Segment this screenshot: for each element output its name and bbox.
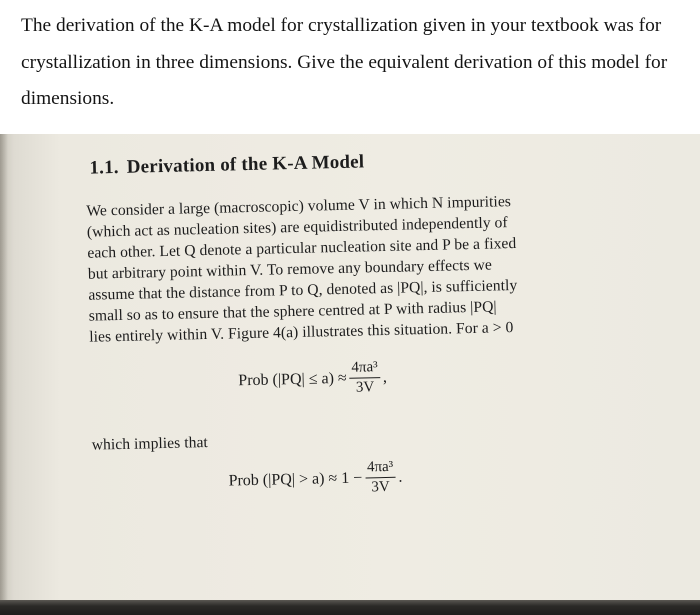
section-title: Derivation of the K-A Model (126, 151, 365, 178)
equation-2-denominator: 3V (371, 478, 390, 496)
paragraph-line-2: (which act as nucleation sites) are equidistributed independently of (86, 214, 508, 241)
question-line-2: crystallization in three dimensions. Give the equivalent derivation of this model for (21, 52, 668, 73)
question-line-1: The derivation of the K-A model for crystallization given in your textbook was for (21, 15, 662, 36)
equation-1-trailing: , (382, 368, 388, 386)
section-number: 1.1. (89, 156, 120, 179)
equation-2-lhs: Prob (|PQ| > a) ≈ 1 − (228, 469, 363, 490)
section-heading (89, 151, 364, 179)
equation-2-fraction (365, 459, 396, 497)
question-line-3: dimensions. (21, 88, 115, 109)
desk-edge (0, 600, 700, 615)
question-card (0, 0, 700, 134)
equation-2-numerator: 4πa³ (366, 458, 394, 476)
equation-1-fraction (349, 359, 380, 397)
equation-1-denominator: 3V (355, 379, 375, 396)
equation-2-trailing: . (398, 468, 403, 486)
equation-1-lhs: Prob (|PQ| ≤ a) ≈ (238, 369, 347, 389)
paragraph-line-1: We consider a large (macroscopic) volume V in which N impurities (86, 193, 512, 220)
equation-prob-gt (228, 459, 403, 500)
textbook-page (0, 134, 700, 604)
equation-prob-leq (238, 359, 387, 399)
equation-1-numerator: 4πa³ (351, 359, 378, 376)
textbook-content (73, 136, 603, 496)
between-text: which implies that (91, 434, 209, 454)
paragraph-line-7: lies entirely within V. Figure 4(a) illustrates this situation. For a > 0 (89, 319, 514, 346)
paragraph-line-3: each other. Let Q denote a particular nucleation site and P be a fixed (87, 234, 517, 262)
paragraph-line-4: but arbitrary point within V. To remove any boundary effects we (87, 256, 493, 283)
page-binding-shadow (0, 134, 8, 604)
paragraph-line-6: small so as to ensure that the sphere centred at P with radius |PQ| (88, 298, 497, 325)
paragraph-line-5: assume that the distance from P to Q, denoted as |PQ|, is sufficiently (88, 276, 518, 304)
